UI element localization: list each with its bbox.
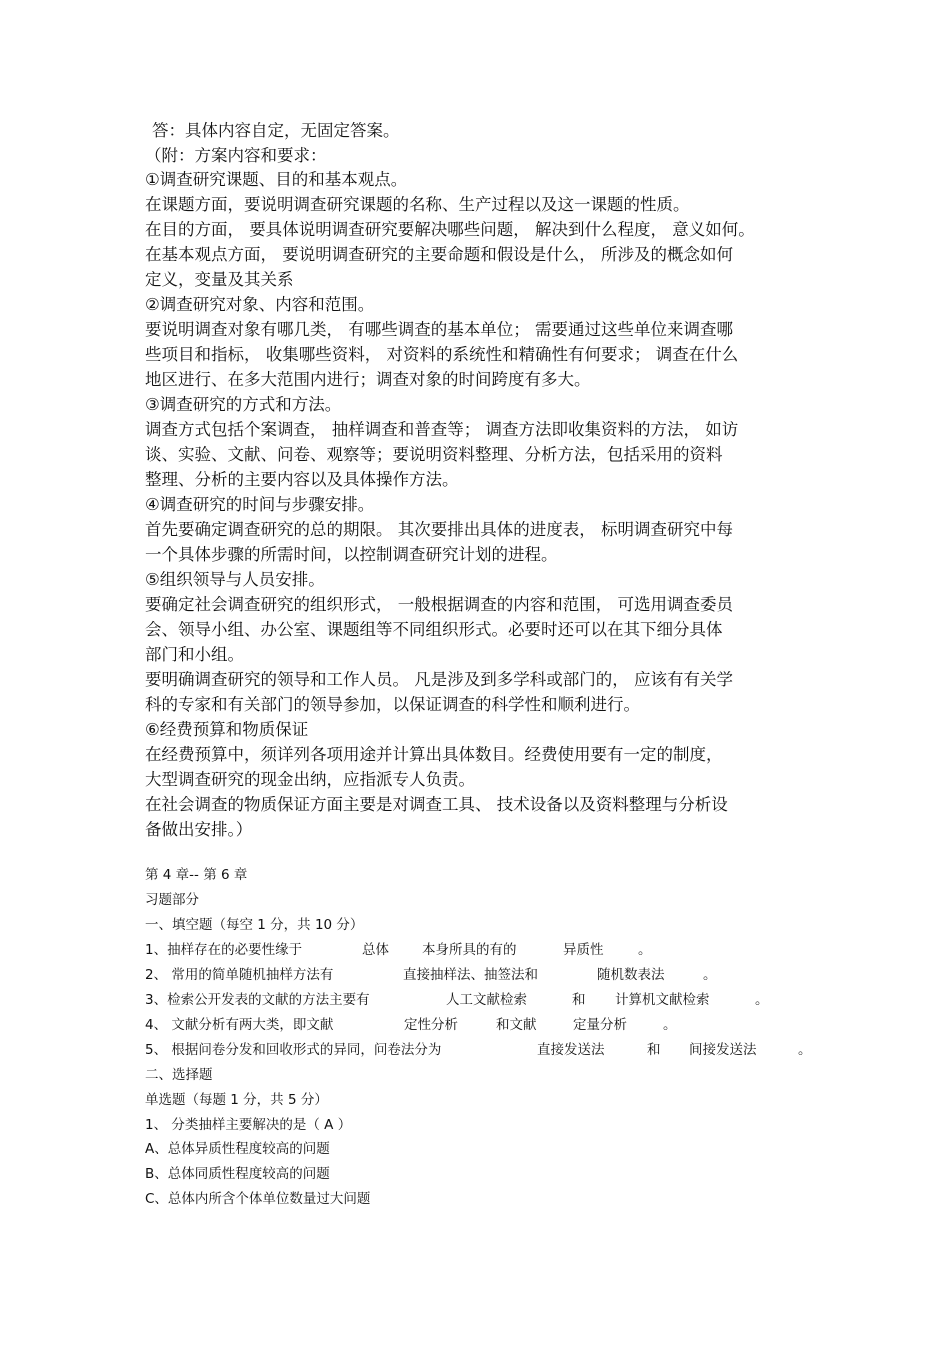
fill-question: 2、 常用的简单随机抽样方法有	[145, 967, 334, 983]
section-heading: ⑥经费预算和物质保证	[145, 720, 309, 739]
fill-answer: 人工文献检索	[446, 992, 527, 1008]
answer-line: 大型调查研究的现金出纳，应指派专人负责。	[145, 770, 475, 789]
answer-line: （附：方案内容和要求：	[145, 146, 327, 165]
fill-answer: 直接发送法	[537, 1042, 605, 1058]
section-heading: ②调查研究对象、内容和范围。	[145, 295, 375, 314]
answer-line: 会、领导小组、办公室、课题组等不同组织形式。必要时还可以在其下细分具体	[145, 620, 723, 639]
fill-item	[145, 1041, 845, 1059]
answer-line: 答：具体内容自定，无固定答案。	[152, 121, 400, 140]
fill-answer: 计算机文献检索	[615, 992, 710, 1008]
fill-text: 。	[798, 1042, 812, 1058]
answer-line: 要说明调查对象有哪几类， 有哪些调查的基本单位； 需要通过这些单位来调查哪	[145, 320, 733, 339]
fill-question: 4、 文献分析有两大类，即文献	[145, 1017, 334, 1033]
answer-line: 在经费预算中，须详列各项用途并计算出具体数目。经费使用要有一定的制度，	[145, 745, 723, 764]
chapter-title: 第 4 章-- 第 6 章	[145, 867, 248, 883]
option-b: B、总体同质性程度较高的问题	[145, 1166, 330, 1182]
fill-text: 。	[755, 992, 769, 1008]
answer-line: 在基本观点方面， 要说明调查研究的主要命题和假设是什么， 所涉及的概念如何	[145, 245, 733, 264]
fill-answer: 定性分析	[404, 1017, 458, 1033]
fill-text: 本身所具的有的	[422, 942, 517, 958]
fill-text: 。	[638, 942, 652, 958]
fill-answer: 异质性	[563, 942, 604, 958]
section-heading: ⑤组织领导与人员安排。	[145, 570, 325, 589]
choice-heading: 二、选择题	[145, 1067, 213, 1083]
answer-line: 备做出安排。）	[145, 820, 253, 839]
answer-line: 在课题方面，要说明调查研究课题的名称、生产过程以及这一课题的性质。	[145, 195, 690, 214]
fill-answer: 随机数表法	[597, 967, 665, 983]
section-heading: ④调查研究的时间与步骤安排。	[145, 495, 375, 514]
option-a: A、总体异质性程度较高的问题	[145, 1141, 330, 1157]
fill-answer: 总体	[362, 942, 389, 958]
answer-line: 部门和小组。	[145, 645, 244, 664]
fill-item	[145, 1016, 845, 1034]
fill-text: 。	[663, 1017, 677, 1033]
fill-item	[145, 941, 845, 959]
answer-line: 地区进行、在多大范围内进行；调查对象的时间跨度有多大。	[145, 370, 591, 389]
fill-text: 。	[703, 967, 717, 983]
answer-line: 科的专家和有关部门的领导参加，以保证调查的科学性和顺利进行。	[145, 695, 640, 714]
answer-line: 一个具体步骤的所需时间，以控制调查研究计划的进程。	[145, 545, 558, 564]
fill-answer: 直接抽样法、抽签法和	[403, 967, 538, 983]
fill-question: 3、检索公开发表的文献的方法主要有	[145, 992, 370, 1008]
fill-text: 和	[572, 992, 586, 1008]
section-heading: ③调查研究的方式和方法。	[145, 395, 342, 414]
section-title: 习题部分	[145, 892, 199, 908]
fill-item	[145, 991, 845, 1009]
section-heading: ①调查研究课题、目的和基本观点。	[145, 170, 408, 189]
fill-question: 5、 根据问卷分发和回收形式的异同，问卷法分为	[145, 1042, 442, 1058]
answer-line: 谈、实验、文献、问卷、观察等；要说明资料整理、分析方法，包括采用的资料	[145, 445, 723, 464]
fill-blank-heading: 一、填空题（每空 1 分，共 10 分）	[145, 917, 364, 933]
answer-line: 在社会调查的物质保证方面主要是对调查工具、 技术设备以及资料整理与分析设	[145, 795, 728, 814]
answer-line: 要明确调查研究的领导和工作人员。 凡是涉及到多学科或部门的， 应该有有关学	[145, 670, 733, 689]
answer-line: 整理、分析的主要内容以及具体操作方法。	[145, 470, 459, 489]
answer-line: 定义，变量及其关系	[145, 270, 294, 289]
option-c: C、总体内所含个体单位数量过大问题	[145, 1191, 371, 1207]
fill-answer: 定量分析	[573, 1017, 627, 1033]
single-choice-heading: 单选题（每题 1 分，共 5 分）	[145, 1092, 328, 1108]
fill-text: 和文献	[496, 1017, 537, 1033]
question-stem: 1、 分类抽样主要解决的是（ A ）	[145, 1117, 352, 1133]
fill-question: 1、抽样存在的必要性缘于	[145, 942, 303, 958]
answer-line: 调查方式包括个案调查， 抽样调查和普查等； 调查方法即收集资料的方法， 如访	[145, 420, 739, 439]
fill-item	[145, 966, 845, 984]
answer-line: 些项目和指标， 收集哪些资料， 对资料的系统性和精确性有何要求； 调查在什么	[145, 345, 739, 364]
answer-line: 在目的方面， 要具体说明调查研究要解决哪些问题， 解决到什么程度， 意义如何。	[145, 220, 755, 239]
answer-line: 首先要确定调查研究的总的期限。 其次要排出具体的进度表， 标明调查研究中每	[145, 520, 733, 539]
fill-text: 和	[647, 1042, 661, 1058]
answer-line: 要确定社会调查研究的组织形式， 一般根据调查的内容和范围， 可选用调查委员	[145, 595, 733, 614]
fill-answer: 间接发送法	[689, 1042, 757, 1058]
